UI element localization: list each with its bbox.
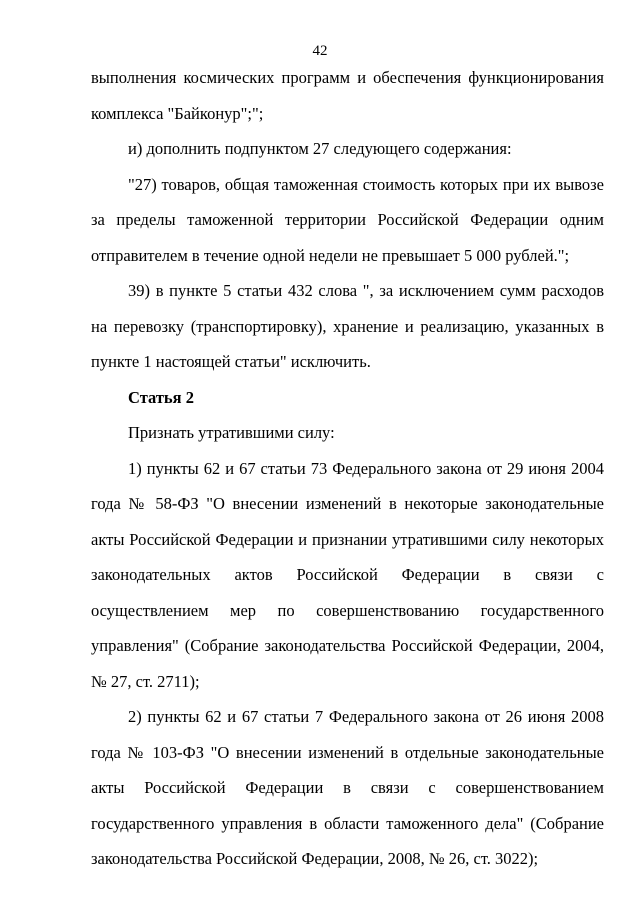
paragraph-repeal-item-2: 2) пункты 62 и 67 статьи 7 Федерального закона от 26 июня 2008 года № 103-ФЗ "О внесении изменений в отдельные законодательные акты Российской Федерации в связи с совершенствованием государственного управления в области таможенного дела" (Собрание законодательства Российской Федерации, 2008, № 26, ст. 3022); (91, 707, 604, 868)
article-heading: Статья 2 (128, 387, 194, 407)
paragraph-repeal-intro: Признать утратившими силу: (128, 423, 335, 442)
paragraph-continuation: выполнения космических программ и обеспечения функционирования комплекса "Байконур";"; (91, 68, 604, 123)
page-number: 42 (312, 43, 328, 59)
paragraph-item-39: 39) в пункте 5 статьи 432 слова ", за исключением сумм расходов на перевозку (транспортировку), хранение и реализацию, указанных в пункте 1 настоящей статьи" исключить. (91, 281, 604, 371)
paragraph-subitem-27: "27) товаров, общая таможенная стоимость которых при их вывозе за пределы таможенной территории Российской Федерации одним отправителем в течение одной недели не превышает 5 000 рублей."; (91, 174, 604, 265)
paragraph-repeal-item-1: 1) пункты 62 и 67 статьи 73 Федерального закона от 29 июня 2004 года № 58-ФЗ "О внесении изменений в некоторые законодательные акты Российской Федерации и признании утратившими силу некоторых законодательных актов Российской Федерации в связи с осуществлением мер по совершенствованию государственного управления" (Собрание законодательства Российской Федерации, 2004, № 27, ст. 2711); (91, 458, 604, 691)
document-body (91, 60, 604, 877)
paragraph-subitem-i: и) дополнить подпунктом 27 следующего содержания: (128, 139, 512, 158)
